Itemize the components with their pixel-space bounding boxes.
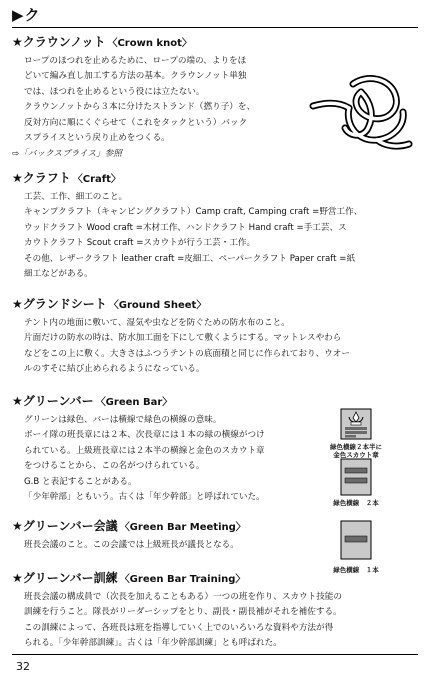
- section-header: ▶ク: [12, 6, 41, 24]
- entry-green-bar-meeting: [12, 518, 332, 553]
- entry-green-bar-training: [12, 570, 418, 652]
- entry-title: ★グリーンバー 〈Green Bar〉: [12, 394, 173, 408]
- body-line: 細工などがある。: [24, 269, 93, 280]
- body-line: 班長会議のこと。この会議では上級班長が議長となる。: [24, 540, 239, 550]
- entry-title: ★グリーンバー会議 〈Green Bar Meeting〉: [12, 519, 246, 533]
- body-line: カウトクラフト Scout craft =スカウトが行う工芸・工作。: [24, 238, 256, 249]
- patrol-leader-badge: [340, 458, 372, 496]
- body-line: などをこの上に敷く。大きさはふつうテントの底面積と同じに作られており、ウオー: [24, 348, 350, 359]
- body-line: キャンプクラフト（キャンピングクラフト）Camp craft, Camping craft =野営工作、: [24, 207, 363, 218]
- body-line: ウッドクラフト Wood craft =木材工作、ハンドクラフト Hand craft =手工芸、ス: [24, 222, 347, 233]
- body-line: 片面だけの防水の時は、防水加工面を下にして敷くようにする。マットレスやわら: [24, 333, 342, 344]
- entry-title: ★クラフト 〈Craft〉: [12, 171, 121, 185]
- body-line: この訓練によって、各班長は班を指導していく上でのいろいろな資料や方法が得: [24, 622, 334, 633]
- header-rule: [12, 27, 418, 28]
- page-number: 32: [16, 660, 30, 673]
- body-line: クラウンノットから３本に分けたストランド（撚り子）を、: [24, 102, 256, 113]
- body-line: スプライスという戻り止めをつくる。: [24, 133, 170, 144]
- body-line: G.B と表記することがある。: [24, 476, 137, 487]
- body-line: グリーンは緑色、バーは横線で緑色の横線の意味。: [24, 415, 222, 425]
- entry-title: ★クラウンノット 〈Crown knot〉: [12, 35, 192, 49]
- caption-line: 緑色横線２本半に 金色スカウト章: [330, 443, 382, 459]
- entry-title: ★グリーンバー訓練 〈Green Bar Training〉: [12, 571, 246, 585]
- body-line: 工芸、工作、細工のこと。: [24, 192, 128, 202]
- entry-body: [12, 190, 418, 282]
- body-line: どいて編み直し加工する方法の基本。クラウンノット単独: [24, 71, 247, 82]
- entry-body: [12, 538, 332, 553]
- body-line: 班長会議の構成員で（次長を加えることもある）一つの班を作り、スカウト技能の: [24, 592, 342, 602]
- body-line: 訓練を行うこと。隊長がリーダーシップをとり、副長・副長補がそれを補佐する。: [24, 607, 342, 618]
- entry-ground-sheet: [12, 296, 418, 378]
- body-line: その他、レザークラフト leather craft =皮細工、ペーパークラフト Paper craft =紙: [24, 253, 356, 264]
- cross-reference: ⇨「バックスプライス」参照: [12, 149, 122, 160]
- body-line: ボーイ隊の班長章には２本、次長章には１本の緑の横線がつけ: [24, 430, 265, 441]
- assistant-patrol-leader-badge: [340, 520, 372, 560]
- body-line: 「少年幹部」ともいう。古くは「年少幹部」と呼ばれていた。: [24, 492, 265, 503]
- body-line: ロープのほつれを止めるために、ロープの端の、よりをほ: [24, 56, 247, 66]
- crown-knot-illustration: [305, 72, 415, 152]
- body-line: られている。上級班長章には２本半の横線と金色のスカウト章: [24, 445, 265, 456]
- badge-caption: 緑色横線 ２本: [333, 499, 379, 507]
- badge-caption: [322, 443, 390, 459]
- body-line: テント内の地面に敷いて、湿気や虫などを防ぐための防水布のこと。: [24, 318, 290, 328]
- body-line: 反対方向に順にくぐらせて（これをタックという）バック: [24, 117, 248, 128]
- body-line: ルのすそに結び止められるようになっている。: [24, 364, 205, 375]
- entry-body: [12, 316, 418, 378]
- senior-patrol-leader-badge: [340, 408, 372, 440]
- entry-body: [12, 590, 418, 652]
- entry-title: ★グランドシート 〈Ground Sheet〉: [12, 297, 207, 311]
- entry-craft: [12, 170, 418, 282]
- body-line: られる。「少年幹部訓練」。古くは「年少幹部訓練」とも呼ばれた。: [24, 638, 282, 649]
- footer-rule: [12, 654, 418, 655]
- entry-body: [12, 413, 332, 505]
- entry-green-bar: [12, 393, 332, 505]
- body-line: では、ほつれを止めるという役には立たない。: [24, 86, 205, 97]
- badge-caption: 緑色横線 １本: [333, 566, 379, 574]
- body-line: をつけることから、この名がつけられている。: [24, 461, 205, 472]
